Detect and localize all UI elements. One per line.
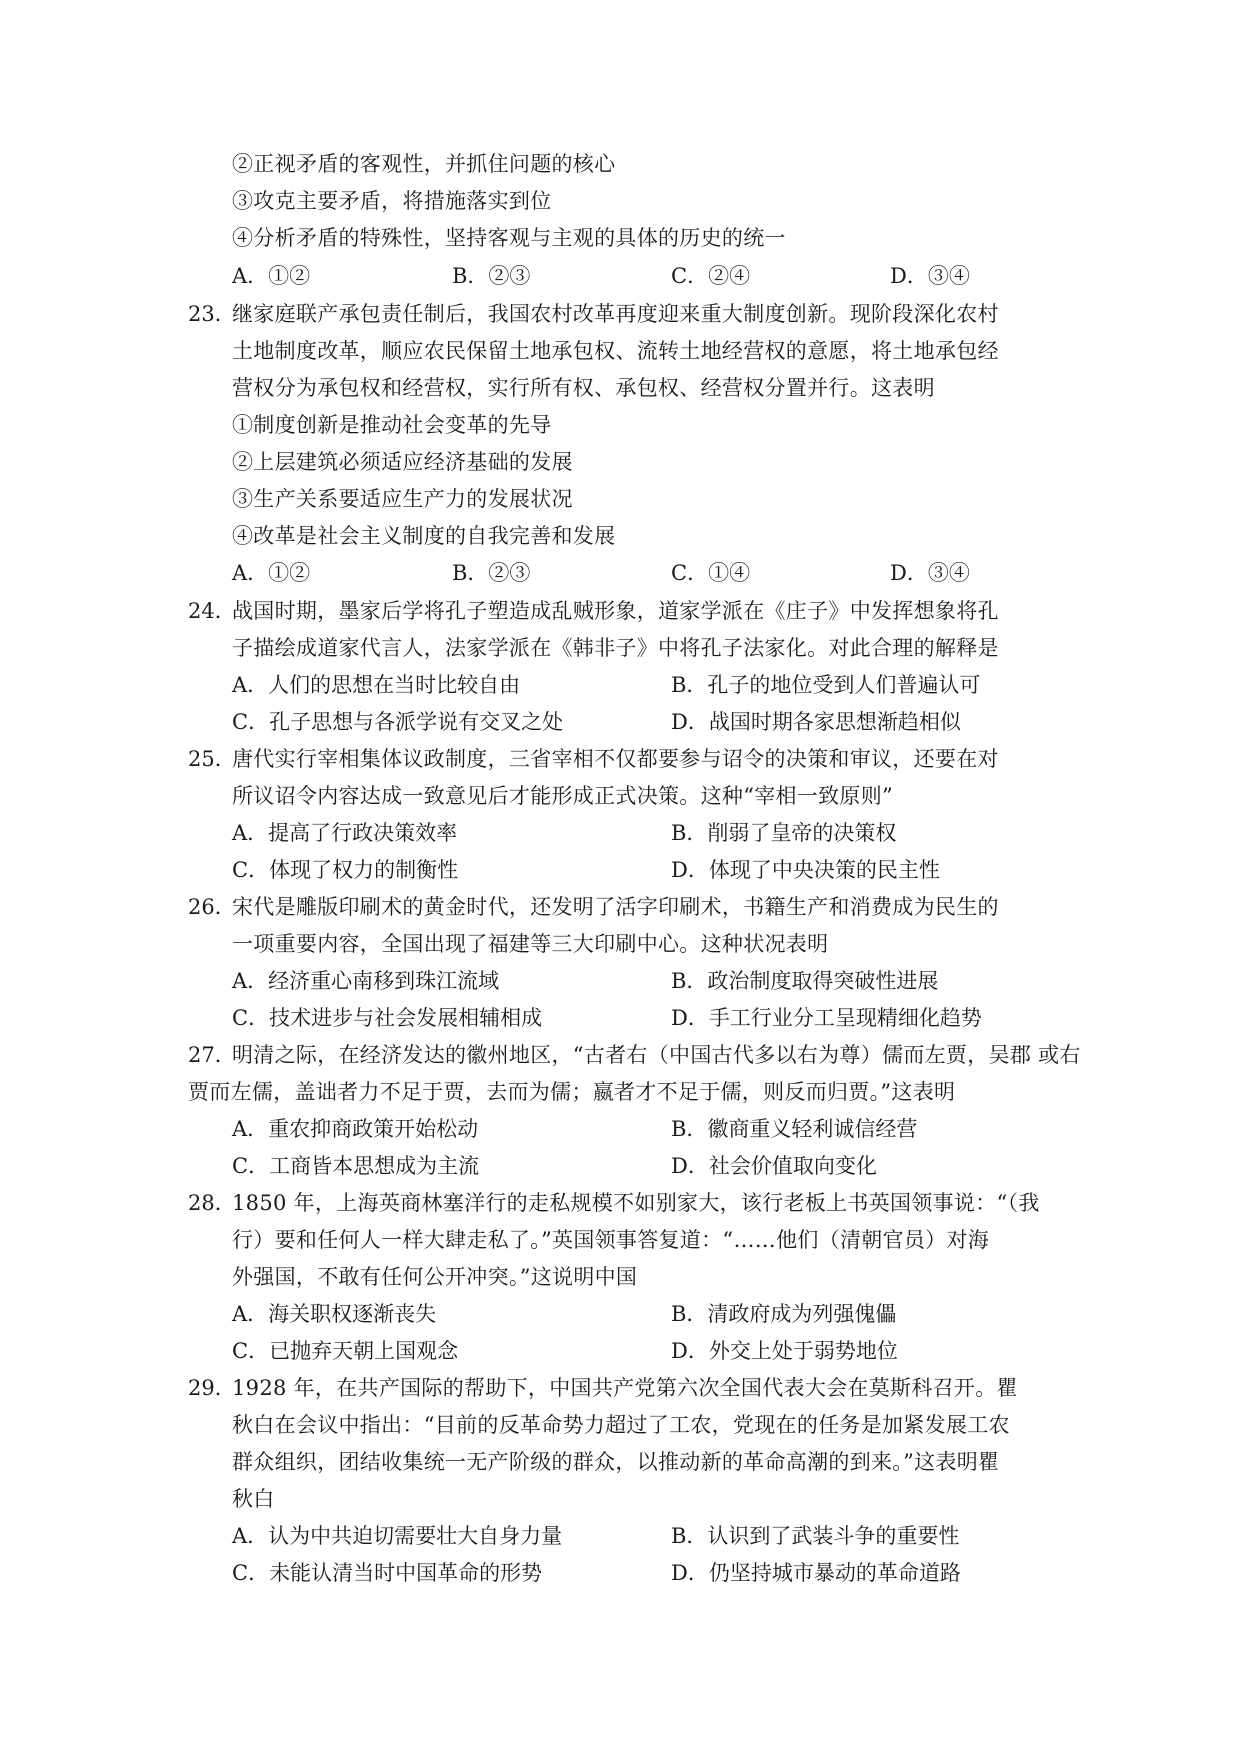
q23-option-a: A．①② bbox=[232, 561, 311, 585]
q22-statement-4: ④分析矛盾的特殊性，坚持客观与主观的具体的历史的统一 bbox=[232, 226, 786, 250]
q25-number: 25． bbox=[188, 747, 236, 771]
q28-number: 28． bbox=[188, 1191, 236, 1215]
q24-number: 24． bbox=[188, 599, 236, 623]
q28-option-d: D．外交上处于弱势地位 bbox=[671, 1339, 898, 1363]
q23-option-d: D．③④ bbox=[890, 561, 970, 585]
q23-statement-2: ②上层建筑必须适应经济基础的发展 bbox=[232, 450, 573, 474]
q29-option-a: A．认为中共迫切需要壮大自身力量 bbox=[232, 1524, 563, 1548]
q28-stem-line-1: 1850 年，上海英商林塞洋行的走私规模不如别家大，该行老板上书英国领事说：“（我 bbox=[232, 1191, 1040, 1215]
q23-statement-3: ③生产关系要适应生产力的发展状况 bbox=[232, 487, 573, 511]
q27-option-d: D．社会价值取向变化 bbox=[671, 1154, 877, 1178]
q24-option-d: D．战国时期各家思想渐趋相似 bbox=[671, 710, 961, 734]
q26-stem-line-2: 一项重要内容，全国出现了福建等三大印刷中心。这种状况表明 bbox=[232, 932, 829, 956]
q25-option-c: C．体现了权力的制衡性 bbox=[232, 858, 459, 882]
q22-option-d: D．③④ bbox=[890, 264, 970, 288]
q26-stem-line-1: 宋代是雕版印刷术的黄金时代，还发明了活字印刷术，书籍生产和消费成为民生的 bbox=[232, 895, 999, 919]
q25-stem-line-1: 唐代实行宰相集体议政制度，三省宰相不仅都要参与诏令的决策和审议，还要在对 bbox=[232, 747, 999, 771]
q27-stem-line-2: 贾而左儒，盖诎者力不足于贾，去而为儒；嬴者才不足于儒，则反而归贾。”这表明 bbox=[188, 1080, 956, 1104]
q24-option-c: C．孔子思想与各派学说有交叉之处 bbox=[232, 710, 564, 734]
q23-option-c: C．①④ bbox=[671, 561, 751, 585]
q23-statement-4: ④改革是社会主义制度的自我完善和发展 bbox=[232, 524, 616, 548]
q27-option-c: C．工商皆本思想成为主流 bbox=[232, 1154, 480, 1178]
q25-option-d: D．体现了中央决策的民主性 bbox=[671, 858, 940, 882]
q27-option-b: B．徽商重义轻利诚信经营 bbox=[671, 1117, 918, 1141]
q23-stem-line-1: 继家庭联产承包责任制后，我国农村改革再度迎来重大制度创新。现阶段深化农村 bbox=[232, 302, 999, 326]
q23-statement-1: ①制度创新是推动社会变革的先导 bbox=[232, 413, 552, 437]
q25-stem-line-2: 所议诏令内容达成一致意见后才能形成正式决策。这种“宰相一致原则” bbox=[232, 784, 894, 808]
q24-option-a: A．人们的思想在当时比较自由 bbox=[232, 673, 521, 697]
q28-option-a: A．海关职权逐渐丧失 bbox=[232, 1302, 437, 1326]
q29-option-b: B．认识到了武装斗争的重要性 bbox=[671, 1524, 960, 1548]
q28-option-b: B．清政府成为列强傀儡 bbox=[671, 1302, 897, 1326]
q29-stem-line-1: 1928 年，在共产国际的帮助下，中国共产党第六次全国代表大会在莫斯科召开。瞿 bbox=[232, 1376, 1018, 1400]
q25-option-b: B．削弱了皇帝的决策权 bbox=[671, 821, 897, 845]
q29-stem-line-4: 秋白 bbox=[232, 1487, 275, 1511]
q26-option-c: C．技术进步与社会发展相辅相成 bbox=[232, 1006, 543, 1030]
q22-option-c: C．②④ bbox=[671, 264, 751, 288]
q29-option-c: C．未能认清当时中国革命的形势 bbox=[232, 1561, 543, 1585]
q28-option-c: C．已抛弃天朝上国观念 bbox=[232, 1339, 459, 1363]
q27-number: 27． bbox=[188, 1043, 236, 1067]
q24-stem-line-2: 子描绘成道家代言人，法家学派在《韩非子》中将孔子法家化。对此合理的解释是 bbox=[232, 636, 999, 660]
q26-option-a: A．经济重心南移到珠江流域 bbox=[232, 969, 500, 993]
q23-stem-line-3: 营权分为承包权和经营权，实行所有权、承包权、经营权分置并行。这表明 bbox=[232, 376, 935, 400]
q26-option-d: D．手工行业分工呈现精细化趋势 bbox=[671, 1006, 982, 1030]
q29-option-d: D．仍坚持城市暴动的革命道路 bbox=[671, 1561, 961, 1585]
q23-stem-line-2: 土地制度改革，顺应农民保留土地承包权、流转土地经营权的意愿，将土地承包经 bbox=[232, 339, 999, 363]
q29-stem-line-3: 群众组织，团结收集统一无产阶级的群众，以推动新的革命高潮的到来。”这表明瞿 bbox=[232, 1450, 1000, 1474]
q23-number: 23． bbox=[188, 302, 236, 326]
q22-option-a: A．①② bbox=[232, 264, 311, 288]
q22-option-b: B．②③ bbox=[452, 264, 531, 288]
q29-number: 29． bbox=[188, 1376, 236, 1400]
q28-stem-line-2: 行）要和任何人一样大肆走私了。”英国领事答复道：“……他们（清朝官员）对海 bbox=[232, 1228, 990, 1252]
q28-stem-line-3: 外强国，不敢有任何公开冲突。”这说明中国 bbox=[232, 1265, 638, 1289]
q25-option-a: A．提高了行政决策效率 bbox=[232, 821, 458, 845]
q27-stem-line-1: 明清之际，在经济发达的徽州地区，“古者右（中国古代多以右为尊）儒而左贾，吴郡 或右 bbox=[232, 1043, 1081, 1067]
q24-stem-line-1: 战国时期，墨家后学将孔子塑造成乱贼形象，道家学派在《庄子》中发挥想象将孔 bbox=[232, 599, 999, 623]
q29-stem-line-2: 秋白在会议中指出：“目前的反革命势力超过了工农，党现在的任务是加紧发展工农 bbox=[232, 1413, 1010, 1437]
q26-option-b: B．政治制度取得突破性进展 bbox=[671, 969, 939, 993]
q23-option-b: B．②③ bbox=[452, 561, 531, 585]
q22-statement-3: ③攻克主要矛盾，将措施落实到位 bbox=[232, 189, 552, 213]
q24-option-b: B．孔子的地位受到人们普遍认可 bbox=[671, 673, 981, 697]
q26-number: 26． bbox=[188, 895, 236, 919]
q22-statement-2: ②正视矛盾的客观性，并抓住问题的核心 bbox=[232, 152, 616, 176]
q27-option-a: A．重农抑商政策开始松动 bbox=[232, 1117, 479, 1141]
